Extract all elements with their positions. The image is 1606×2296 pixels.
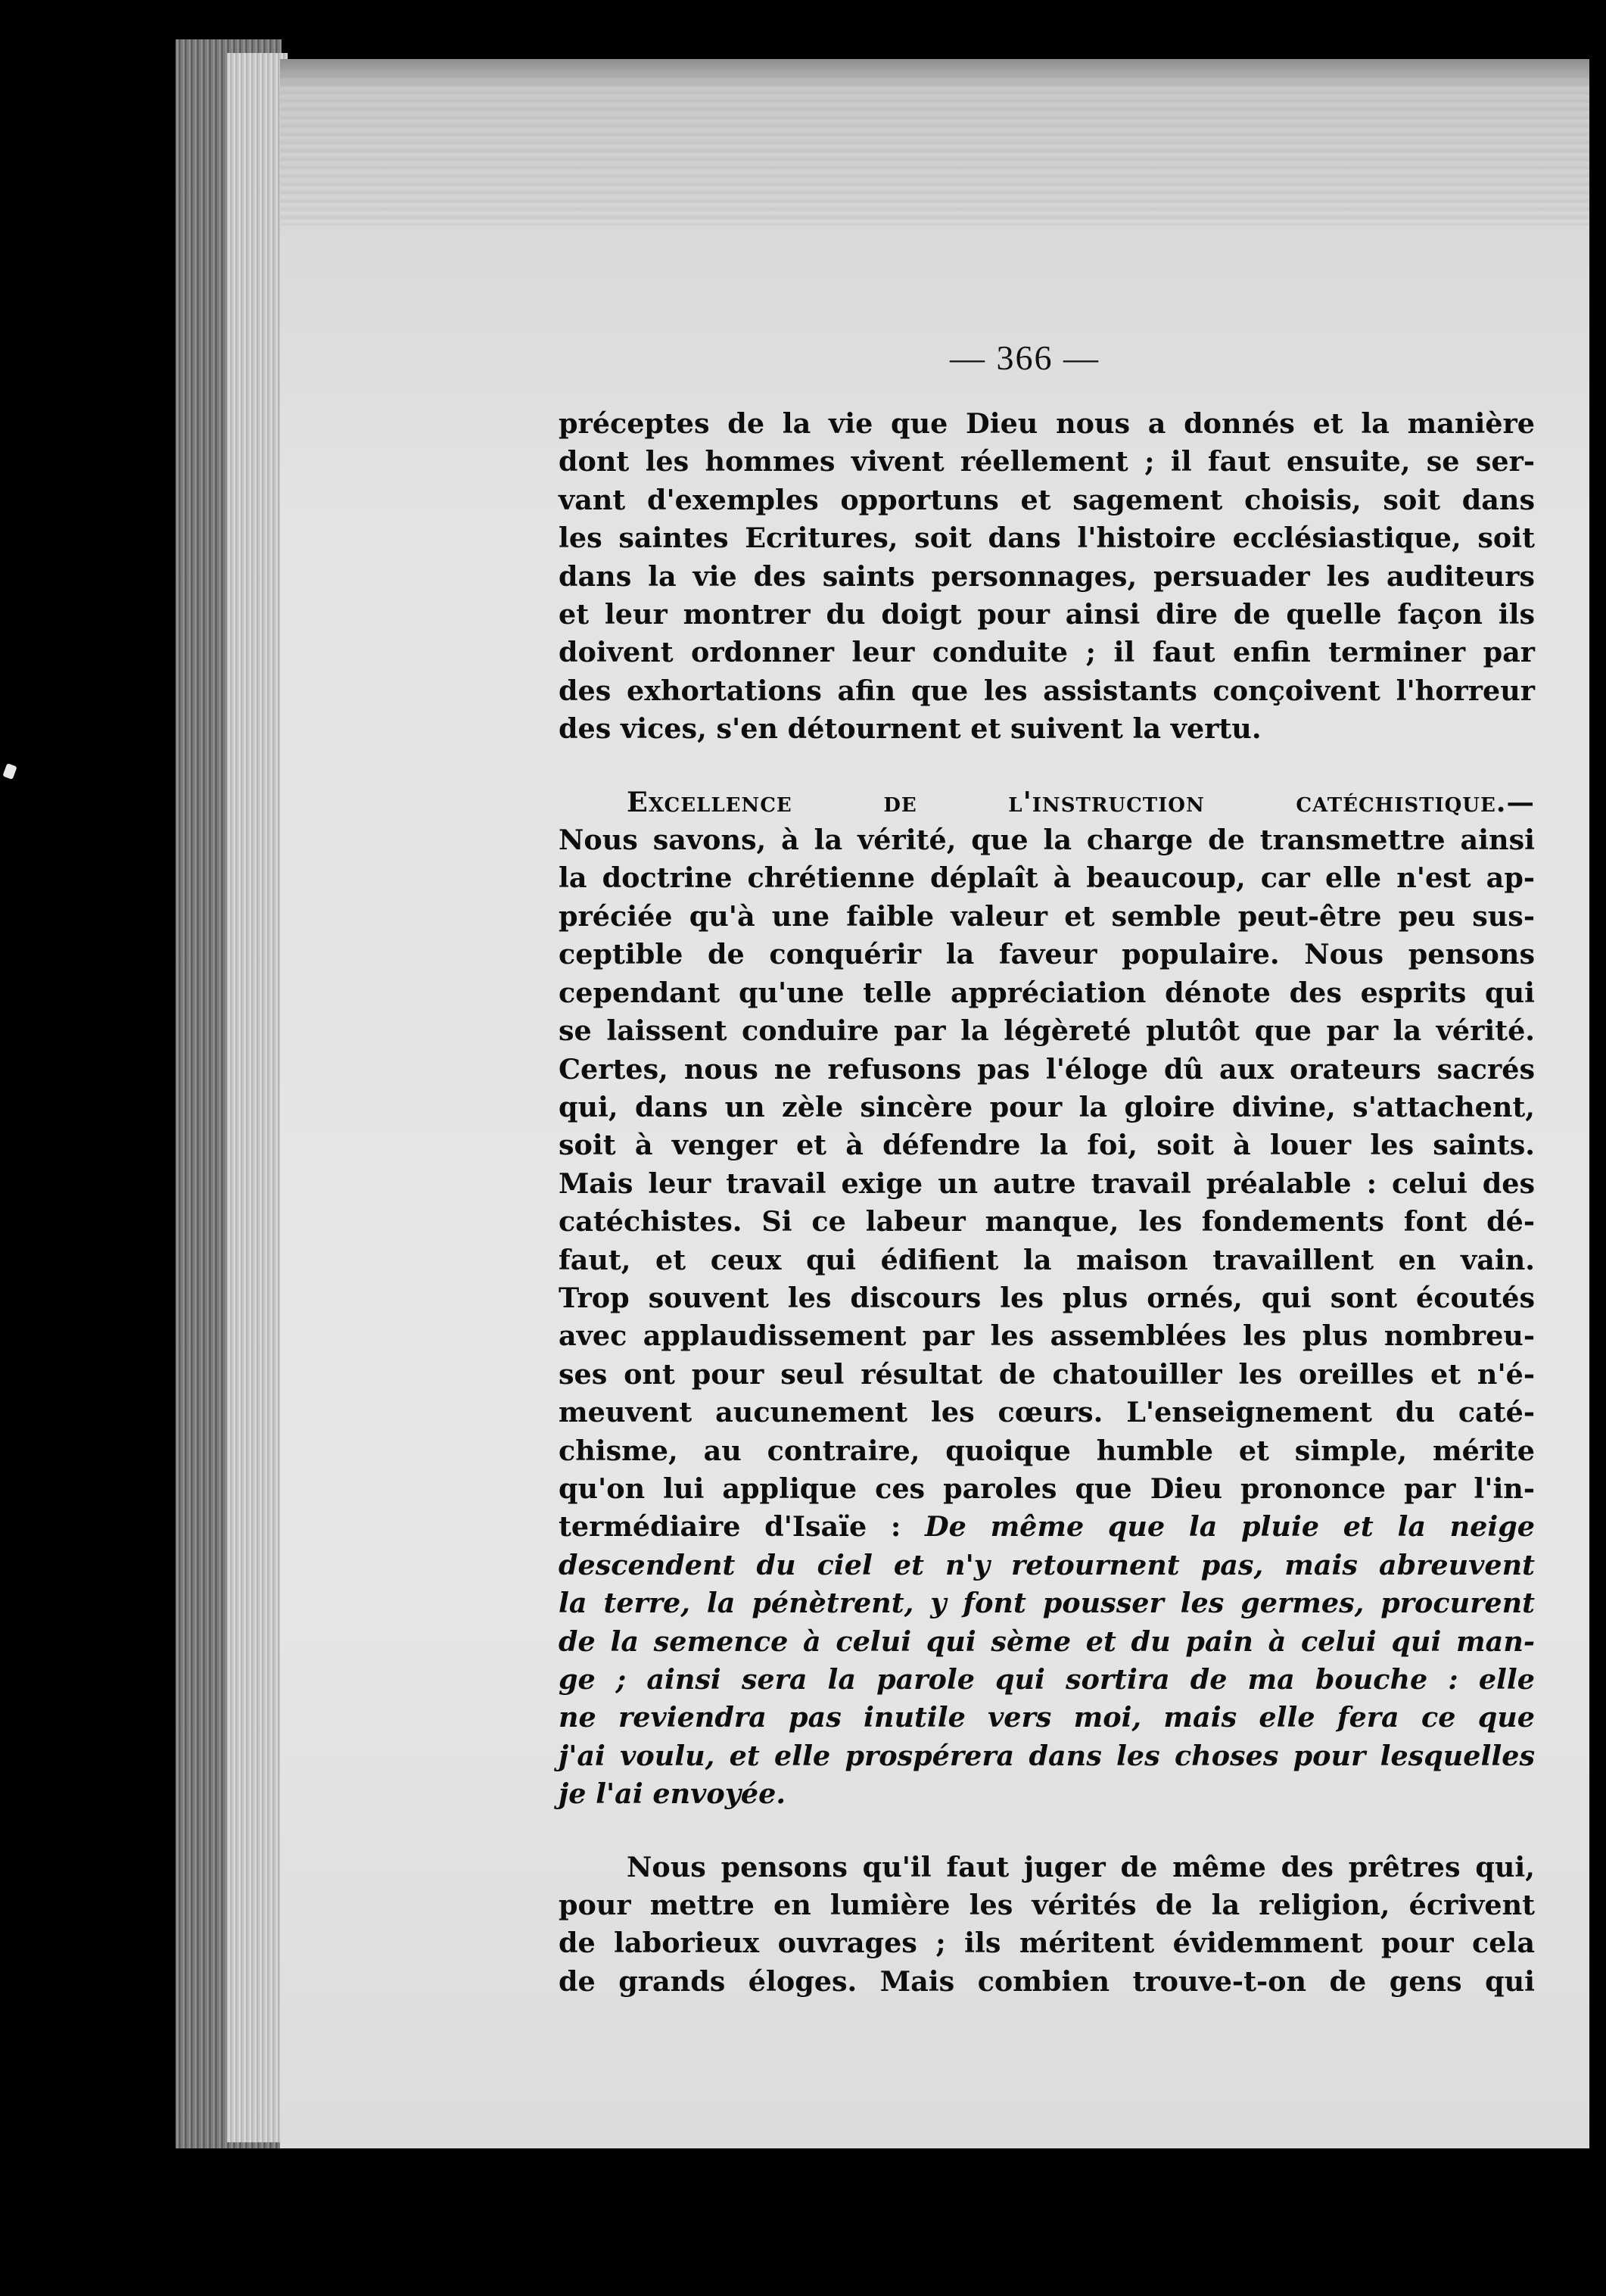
text-line: préceptes de la vie que Dieu nous a donnés et la manière: [559, 407, 1535, 440]
bottom-scan-border: [0, 2148, 1606, 2296]
quote-line: je l'ai envoyée.: [559, 1777, 786, 1811]
text-line: doivent ordonner leur conduite ; il faut enfin terminer par: [559, 636, 1535, 669]
quote-line: ge ; ainsi sera la parole qui sortira de ma bouche : elle: [559, 1663, 1535, 1696]
text-line: se laissent conduire par la légèreté plutôt que par la vérité.: [559, 1014, 1535, 1048]
quote-line: de la semence à celui qui sème et du pain à celui qui man-: [559, 1625, 1535, 1658]
page-top-shadow: [280, 59, 1606, 89]
text-line: Certes, nous ne refusons pas l'éloge dû aux orateurs sacrés: [559, 1052, 1535, 1086]
text-line: les saintes Ecritures, soit dans l'histoire ecclésiastique, soit: [559, 522, 1535, 555]
paragraph-1: [559, 405, 1535, 749]
right-scan-border: [1589, 0, 1606, 2296]
text-italic: De même que la pluie et la neige: [925, 1510, 1535, 1544]
text-line: meuvent aucunement les cœurs. L'enseignement du caté-: [559, 1396, 1535, 1429]
text-line: qui, dans un zèle sincère pour la gloire divine, s'attachent,: [559, 1090, 1535, 1123]
text-line: Mais leur travail exige un autre travail préalable : celui des: [559, 1167, 1535, 1200]
text-line: des vices, s'en détournent et suivent la vertu.: [559, 712, 1262, 746]
text-roman: termédiaire d'Isaïe :: [559, 1510, 926, 1544]
text-line: pour mettre en lumière les vérités de la religion, écrivent: [559, 1889, 1535, 1922]
text-line: chisme, au contraire, quoique humble et simple, mérite: [559, 1434, 1535, 1467]
text-line: dont les hommes vivent réellement ; il faut ensuite, se ser-: [559, 445, 1535, 478]
quote-line: la terre, la pénètrent, y font pousser les germes, procurent: [559, 1587, 1535, 1620]
text-line: Trop souvent les discours les plus ornés, qui sont écoutés: [559, 1281, 1535, 1314]
text-line: qu'on lui applique ces paroles que Dieu prononce par l'in-: [559, 1472, 1535, 1505]
text-line: ceptible de conquérir la faveur populaire. Nous pensons: [559, 938, 1535, 971]
text-line: de grands éloges. Mais combien trouve-t-on de gens qui: [559, 1964, 1535, 1998]
quote-line: descendent du ciel et n'y retournent pas, mais abreuvent: [559, 1548, 1535, 1581]
text-line: cependant qu'une telle appréciation dénote des esprits qui: [559, 976, 1535, 1009]
text-line: Nous pensons qu'il faut juger de même des prêtres qui,: [627, 1850, 1535, 1883]
scan-speck: [2, 763, 17, 780]
text-line: soit à venger et à défendre la foi, soit à louer les saints.: [559, 1129, 1535, 1162]
text-line: préciée qu'à une faible valeur et semble peut-être peu sus-: [559, 899, 1535, 933]
text-line: catéchistes. Si ce labeur manque, les fondements font dé-: [559, 1205, 1535, 1238]
section-heading: Excellence de l'instruction catéchistique.—: [627, 785, 1535, 818]
text-line: Nous savons, à la vérité, que la charge de transmettre ainsi: [559, 824, 1535, 857]
text-line: dans la vie des saints personnages, persuader les auditeurs: [559, 559, 1535, 593]
text-line-mixed: [559, 1508, 1535, 1546]
text-line: vant d'exemples opportuns et sagement choisis, soit dans: [559, 483, 1535, 516]
paragraph-2: [559, 784, 1535, 1814]
quote-line: j'ai voulu, et elle prospérera dans les choses pour lesquelles: [559, 1739, 1535, 1772]
text-line: et leur montrer du doigt pour ainsi dire de quelle façon ils: [559, 598, 1535, 631]
text-line: des exhortations afin que les assistants conçoivent l'horreur: [559, 674, 1535, 707]
paragraph-3: [559, 1849, 1535, 2002]
page-body: [559, 405, 1535, 2001]
book-page-edges-inner: [227, 53, 288, 2142]
page-number: — 366 —: [950, 338, 1100, 377]
quote-line: ne reviendra pas inutile vers moi, mais elle fera ce que: [559, 1701, 1535, 1734]
text-line: avec applaudissement par les assemblées les plus nombreu-: [559, 1319, 1535, 1353]
text-line: de laborieux ouvrages ; ils méritent évidemment pour cela: [559, 1927, 1535, 1960]
text-line: la doctrine chrétienne déplaît à beaucoup, car elle n'est ap-: [559, 861, 1535, 895]
text-line: faut, et ceux qui édifient la maison travaillent en vain.: [559, 1243, 1535, 1276]
text-line: ses ont pour seul résultat de chatouiller les oreilles et n'é-: [559, 1357, 1535, 1391]
